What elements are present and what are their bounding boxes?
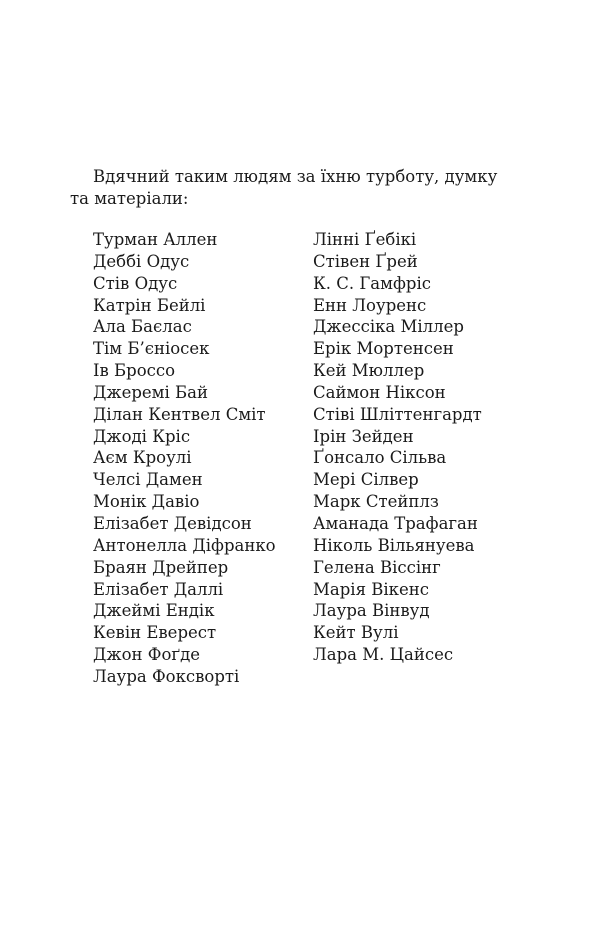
name-item: Ділан Кентвел Сміт (93, 404, 266, 424)
name-item: Джеремі Бай (93, 382, 209, 402)
name-item: Ала Баєлас (93, 317, 192, 337)
name-item: Аманада Трафаган (313, 513, 478, 533)
name-item: Антонелла Діфранко (93, 535, 276, 555)
name-item: Ґонсало Сільва (313, 448, 447, 468)
name-item: Мері Сілвер (313, 470, 419, 490)
name-item: Катрін Бейлі (93, 295, 206, 315)
name-item: Кейт Вулі (313, 623, 399, 643)
name-item: Лаура Фоксворті (93, 666, 240, 686)
name-item: Ів Броссо (93, 361, 176, 381)
name-item: Елізабет Даллі (93, 579, 224, 599)
name-item: Стівен Ґрей (313, 251, 418, 271)
name-item: Гелена Віссінг (313, 557, 441, 577)
name-item: Кевін Еверест (93, 623, 217, 643)
acknowledgement-intro: Вдячний таким людям за їхню турботу, думку та матеріали: (70, 167, 498, 208)
name-item: Джоді Кріс (93, 426, 191, 446)
name-item: Тім Б’єніосек (93, 339, 210, 359)
name-item: Марія Вікенс (313, 579, 429, 599)
name-item: К. С. Гамфріс (313, 273, 431, 293)
name-item: Джессіка Міллер (313, 317, 464, 337)
name-item: Деббі Одус (93, 251, 190, 271)
name-item: Браян Дрейпер (93, 557, 229, 577)
name-item: Джеймі Ендік (93, 601, 215, 621)
names-list-left (93, 229, 276, 688)
name-item: Турман Аллен (93, 230, 218, 249)
name-item: Джон Фоґде (93, 645, 201, 665)
name-item: Аєм Кроулі (93, 448, 192, 468)
name-item: Кей Мюллер (313, 361, 425, 381)
name-item: Лінні Ґебікі (313, 230, 417, 249)
name-item: Лара М. Цайсес (313, 645, 454, 665)
name-item: Енн Лоуренс (313, 295, 427, 315)
name-item: Стіві Шліттенгардт (313, 404, 482, 424)
name-item: Монік Давіо (93, 492, 200, 512)
name-item: Ніколь Вільянуева (313, 535, 475, 555)
name-item: Челсі Дамен (93, 470, 203, 490)
names-list-right (313, 229, 482, 666)
name-item: Стів Одус (93, 273, 178, 293)
name-item: Саймон Ніксон (313, 382, 446, 402)
name-item: Марк Стейплз (313, 492, 439, 512)
name-item: Лаура Вінвуд (313, 601, 430, 621)
name-item: Елізабет Девідсон (93, 513, 252, 533)
name-item: Ірін Зейден (313, 426, 414, 446)
name-item: Ерік Мортенсен (313, 339, 454, 359)
